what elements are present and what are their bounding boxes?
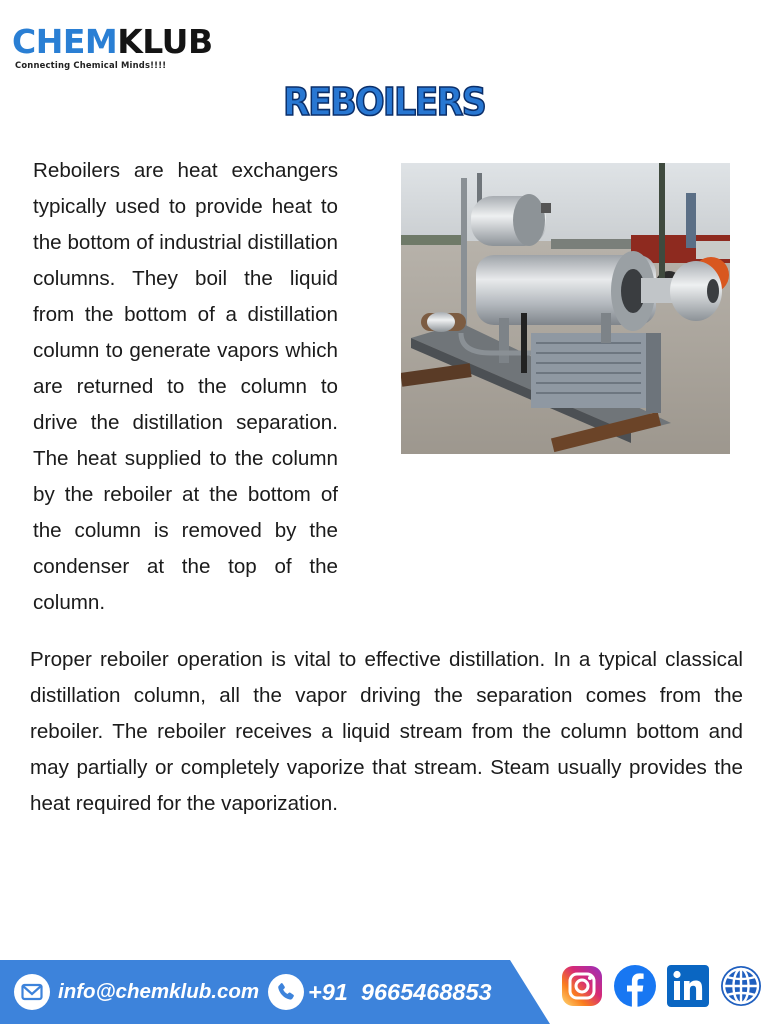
page-title: REBOILERS bbox=[283, 80, 485, 124]
phone-icon bbox=[268, 974, 304, 1010]
email-address[interactable]: info@chemklub.com bbox=[58, 980, 260, 1003]
intro-paragraph: Reboilers are heat exchangers typically used to provide heat to the bottom of industrial distillation columns. They boil the liquid from the bottom of a distillation column to generate vapors which are returned to the column to drive the distillation separation. The heat supplied to the column by the reboiler at the bottom of the column is removed by the condenser at the top of the column. bbox=[33, 159, 338, 614]
facebook-icon[interactable] bbox=[612, 958, 658, 1014]
logo-wordmark bbox=[12, 24, 212, 60]
mail-icon bbox=[14, 974, 50, 1010]
logo-tagline: Connecting Chemical Minds!!!! bbox=[15, 60, 167, 70]
logo-chem: CHEM bbox=[12, 22, 118, 61]
instagram-icon[interactable] bbox=[559, 958, 605, 1014]
brand-logo bbox=[12, 24, 212, 70]
phone-number[interactable]: +91 9665468853 bbox=[308, 978, 492, 1005]
phone-contact[interactable] bbox=[268, 960, 492, 1024]
email-contact[interactable] bbox=[14, 960, 259, 1024]
operation-paragraph: Proper reboiler operation is vital to effective distillation. In a typical classical distillation column, all the vapor driving the separation comes from the reboiler. The reboiler receives a liquid stream from the column bottom and may partially or completely vaporize that stream. Steam usually provides the heat required for the vaporization. bbox=[30, 648, 743, 815]
reboiler-photo bbox=[401, 163, 730, 454]
linkedin-icon[interactable] bbox=[665, 958, 711, 1014]
globe-icon[interactable] bbox=[718, 958, 764, 1014]
logo-klub: KLUB bbox=[117, 22, 213, 61]
